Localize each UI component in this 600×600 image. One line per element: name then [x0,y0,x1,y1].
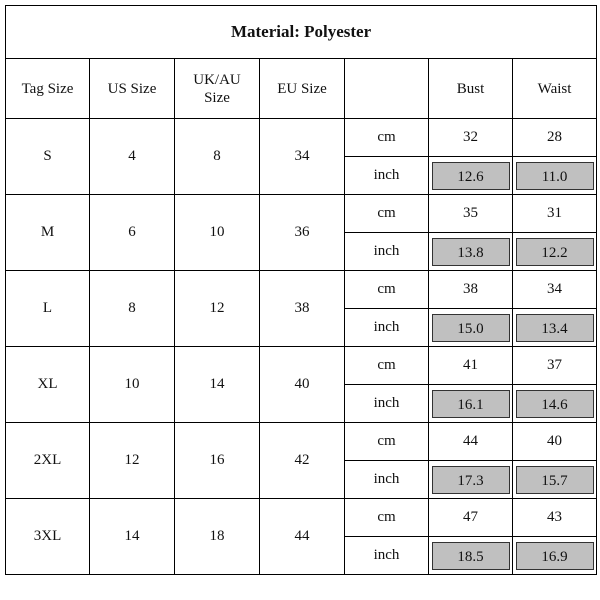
table-row [6,195,597,233]
unit-cm-cell: cm [345,499,429,537]
header-tag-size: Tag Size [6,59,90,119]
waist-cm-cell: 28 [513,119,597,157]
waist-inch-value: 15.7 [516,466,594,494]
ukau-size-cell: 10 [175,195,260,271]
size-table [5,5,597,575]
waist-inch-cell [513,157,597,195]
us-size-cell: 6 [90,195,175,271]
table-row [6,423,597,461]
header-ukau-line2: Size [204,89,230,106]
bust-inch-value: 13.8 [432,238,510,266]
bust-inch-cell [429,461,513,499]
eu-size-cell: 38 [260,271,345,347]
bust-cm-cell: 38 [429,271,513,309]
unit-inch-cell: inch [345,309,429,347]
bust-inch-value: 12.6 [432,162,510,190]
bust-cm-cell: 32 [429,119,513,157]
waist-inch-value: 14.6 [516,390,594,418]
unit-inch-cell: inch [345,461,429,499]
waist-cm-cell: 40 [513,423,597,461]
ukau-size-cell: 8 [175,119,260,195]
header-us-size: US Size [90,59,175,119]
bust-inch-cell [429,385,513,423]
unit-cm-cell: cm [345,119,429,157]
us-size-cell: 14 [90,499,175,575]
bust-cm-cell: 41 [429,347,513,385]
bust-inch-value: 15.0 [432,314,510,342]
ukau-size-cell: 14 [175,347,260,423]
waist-inch-value: 13.4 [516,314,594,342]
eu-size-cell: 34 [260,119,345,195]
tag-size-cell: 3XL [6,499,90,575]
waist-inch-cell [513,309,597,347]
table-row [6,347,597,385]
table-title: Material: Polyester [6,6,597,59]
header-eu-size: EU Size [260,59,345,119]
bust-inch-cell [429,309,513,347]
waist-cm-cell: 31 [513,195,597,233]
bust-inch-value: 18.5 [432,542,510,570]
tag-size-cell: S [6,119,90,195]
table-row [6,119,597,157]
unit-cm-cell: cm [345,347,429,385]
unit-cm-cell: cm [345,195,429,233]
table-row [6,499,597,537]
header-bust: Bust [429,59,513,119]
waist-inch-value: 12.2 [516,238,594,266]
bust-inch-cell [429,233,513,271]
unit-cm-cell: cm [345,423,429,461]
size-chart [5,5,595,595]
eu-size-cell: 36 [260,195,345,271]
header-row [6,59,597,119]
waist-cm-cell: 37 [513,347,597,385]
header-ukau-size [175,59,260,119]
bust-cm-cell: 35 [429,195,513,233]
waist-inch-cell [513,385,597,423]
header-unit [345,59,429,119]
waist-inch-cell [513,233,597,271]
table-row [6,271,597,309]
waist-inch-value: 11.0 [516,162,594,190]
us-size-cell: 4 [90,119,175,195]
bust-inch-cell [429,157,513,195]
eu-size-cell: 42 [260,423,345,499]
header-ukau-line1: UK/AU [193,71,241,88]
tag-size-cell: 2XL [6,423,90,499]
eu-size-cell: 40 [260,347,345,423]
bust-cm-cell: 47 [429,499,513,537]
tag-size-cell: XL [6,347,90,423]
tag-size-cell: L [6,271,90,347]
us-size-cell: 10 [90,347,175,423]
unit-inch-cell: inch [345,537,429,575]
bust-inch-cell [429,537,513,575]
bust-inch-value: 17.3 [432,466,510,494]
unit-cm-cell: cm [345,271,429,309]
us-size-cell: 8 [90,271,175,347]
unit-inch-cell: inch [345,385,429,423]
ukau-size-cell: 18 [175,499,260,575]
unit-inch-cell: inch [345,233,429,271]
eu-size-cell: 44 [260,499,345,575]
waist-cm-cell: 43 [513,499,597,537]
ukau-size-cell: 12 [175,271,260,347]
header-waist: Waist [513,59,597,119]
us-size-cell: 12 [90,423,175,499]
bust-inch-value: 16.1 [432,390,510,418]
ukau-size-cell: 16 [175,423,260,499]
waist-inch-value: 16.9 [516,542,594,570]
waist-inch-cell [513,461,597,499]
unit-inch-cell: inch [345,157,429,195]
waist-inch-cell [513,537,597,575]
waist-cm-cell: 34 [513,271,597,309]
tag-size-cell: M [6,195,90,271]
bust-cm-cell: 44 [429,423,513,461]
